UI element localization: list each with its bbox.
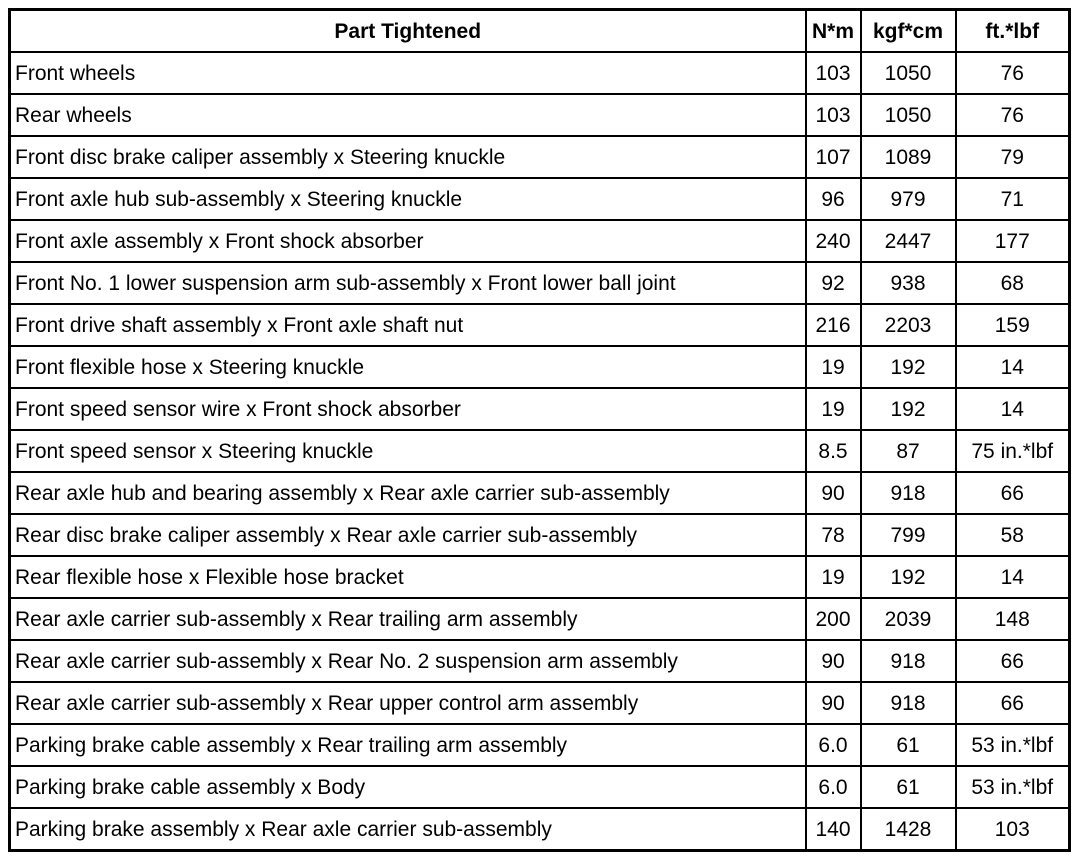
kgfcm-cell: 918 xyxy=(861,682,956,724)
kgfcm-cell: 979 xyxy=(861,178,956,220)
ftlbf-cell: 79 xyxy=(956,136,1070,178)
kgfcm-cell: 938 xyxy=(861,262,956,304)
kgfcm-cell: 1050 xyxy=(861,52,956,94)
nm-cell: 96 xyxy=(806,178,861,220)
kgfcm-cell: 192 xyxy=(861,388,956,430)
nm-cell: 90 xyxy=(806,682,861,724)
table-row xyxy=(10,94,1070,136)
table-row xyxy=(10,472,1070,514)
part-cell: Front speed sensor wire x Front shock absorber xyxy=(10,388,806,430)
part-cell: Rear axle hub and bearing assembly x Rear axle carrier sub-assembly xyxy=(10,472,806,514)
part-cell: Front No. 1 lower suspension arm sub-assembly x Front lower ball joint xyxy=(10,262,806,304)
part-cell: Parking brake cable assembly x Body xyxy=(10,766,806,808)
kgfcm-cell: 1089 xyxy=(861,136,956,178)
part-cell: Front disc brake caliper assembly x Steering knuckle xyxy=(10,136,806,178)
table-body xyxy=(10,52,1070,851)
nm-cell: 19 xyxy=(806,346,861,388)
part-cell: Rear wheels xyxy=(10,94,806,136)
table-row xyxy=(10,346,1070,388)
nm-cell: 200 xyxy=(806,598,861,640)
nm-cell: 6.0 xyxy=(806,724,861,766)
nm-cell: 19 xyxy=(806,556,861,598)
nm-cell: 8.5 xyxy=(806,430,861,472)
nm-cell: 78 xyxy=(806,514,861,556)
table-row xyxy=(10,304,1070,346)
ftlbf-cell: 71 xyxy=(956,178,1070,220)
part-cell: Front axle hub sub-assembly x Steering knuckle xyxy=(10,178,806,220)
kgfcm-cell: 87 xyxy=(861,430,956,472)
table-row xyxy=(10,220,1070,262)
ftlbf-cell: 177 xyxy=(956,220,1070,262)
table-row xyxy=(10,724,1070,766)
kgfcm-cell: 2203 xyxy=(861,304,956,346)
ftlbf-cell: 14 xyxy=(956,388,1070,430)
part-cell: Parking brake cable assembly x Rear trailing arm assembly xyxy=(10,724,806,766)
table-row xyxy=(10,388,1070,430)
nm-cell: 216 xyxy=(806,304,861,346)
ftlbf-cell: 58 xyxy=(956,514,1070,556)
nm-cell: 90 xyxy=(806,640,861,682)
ftlbf-cell: 14 xyxy=(956,346,1070,388)
table-row xyxy=(10,682,1070,724)
kgfcm-cell: 192 xyxy=(861,346,956,388)
nm-cell: 107 xyxy=(806,136,861,178)
nm-cell: 19 xyxy=(806,388,861,430)
kgfcm-cell: 918 xyxy=(861,472,956,514)
part-cell: Rear axle carrier sub-assembly x Rear upper control arm assembly xyxy=(10,682,806,724)
kgfcm-cell: 2039 xyxy=(861,598,956,640)
part-cell: Front flexible hose x Steering knuckle xyxy=(10,346,806,388)
part-cell: Front axle assembly x Front shock absorber xyxy=(10,220,806,262)
table-row xyxy=(10,178,1070,220)
header-nm: N*m xyxy=(806,10,861,53)
part-cell: Front wheels xyxy=(10,52,806,94)
nm-cell: 103 xyxy=(806,52,861,94)
kgfcm-cell: 1428 xyxy=(861,808,956,851)
part-cell: Parking brake assembly x Rear axle carrier sub-assembly xyxy=(10,808,806,851)
part-cell: Rear axle carrier sub-assembly x Rear trailing arm assembly xyxy=(10,598,806,640)
table-row xyxy=(10,598,1070,640)
ftlbf-cell: 53 in.*lbf xyxy=(956,766,1070,808)
ftlbf-cell: 103 xyxy=(956,808,1070,851)
part-cell: Rear axle carrier sub-assembly x Rear No. 2 suspension arm assembly xyxy=(10,640,806,682)
table-header xyxy=(10,10,1070,53)
header-ftlbf: ft.*lbf xyxy=(956,10,1070,53)
kgfcm-cell: 61 xyxy=(861,724,956,766)
ftlbf-cell: 68 xyxy=(956,262,1070,304)
ftlbf-cell: 66 xyxy=(956,682,1070,724)
nm-cell: 92 xyxy=(806,262,861,304)
kgfcm-cell: 799 xyxy=(861,514,956,556)
kgfcm-cell: 1050 xyxy=(861,94,956,136)
part-cell: Front speed sensor x Steering knuckle xyxy=(10,430,806,472)
ftlbf-cell: 148 xyxy=(956,598,1070,640)
table-row xyxy=(10,136,1070,178)
table-row xyxy=(10,262,1070,304)
ftlbf-cell: 76 xyxy=(956,52,1070,94)
table-row xyxy=(10,640,1070,682)
table-row xyxy=(10,556,1070,598)
header-part-tightened: Part Tightened xyxy=(10,10,806,53)
nm-cell: 140 xyxy=(806,808,861,851)
table-row xyxy=(10,430,1070,472)
table-row xyxy=(10,808,1070,851)
part-cell: Rear disc brake caliper assembly x Rear axle carrier sub-assembly xyxy=(10,514,806,556)
nm-cell: 90 xyxy=(806,472,861,514)
ftlbf-cell: 75 in.*lbf xyxy=(956,430,1070,472)
ftlbf-cell: 66 xyxy=(956,640,1070,682)
part-cell: Front drive shaft assembly x Front axle shaft nut xyxy=(10,304,806,346)
kgfcm-cell: 192 xyxy=(861,556,956,598)
part-cell: Rear flexible hose x Flexible hose bracket xyxy=(10,556,806,598)
table-row xyxy=(10,52,1070,94)
nm-cell: 103 xyxy=(806,94,861,136)
ftlbf-cell: 53 in.*lbf xyxy=(956,724,1070,766)
torque-spec-table xyxy=(8,8,1071,852)
header-row xyxy=(10,10,1070,53)
kgfcm-cell: 2447 xyxy=(861,220,956,262)
ftlbf-cell: 66 xyxy=(956,472,1070,514)
nm-cell: 6.0 xyxy=(806,766,861,808)
table-row xyxy=(10,514,1070,556)
kgfcm-cell: 918 xyxy=(861,640,956,682)
kgfcm-cell: 61 xyxy=(861,766,956,808)
table-row xyxy=(10,766,1070,808)
ftlbf-cell: 76 xyxy=(956,94,1070,136)
nm-cell: 240 xyxy=(806,220,861,262)
ftlbf-cell: 159 xyxy=(956,304,1070,346)
ftlbf-cell: 14 xyxy=(956,556,1070,598)
header-kgfcm: kgf*cm xyxy=(861,10,956,53)
